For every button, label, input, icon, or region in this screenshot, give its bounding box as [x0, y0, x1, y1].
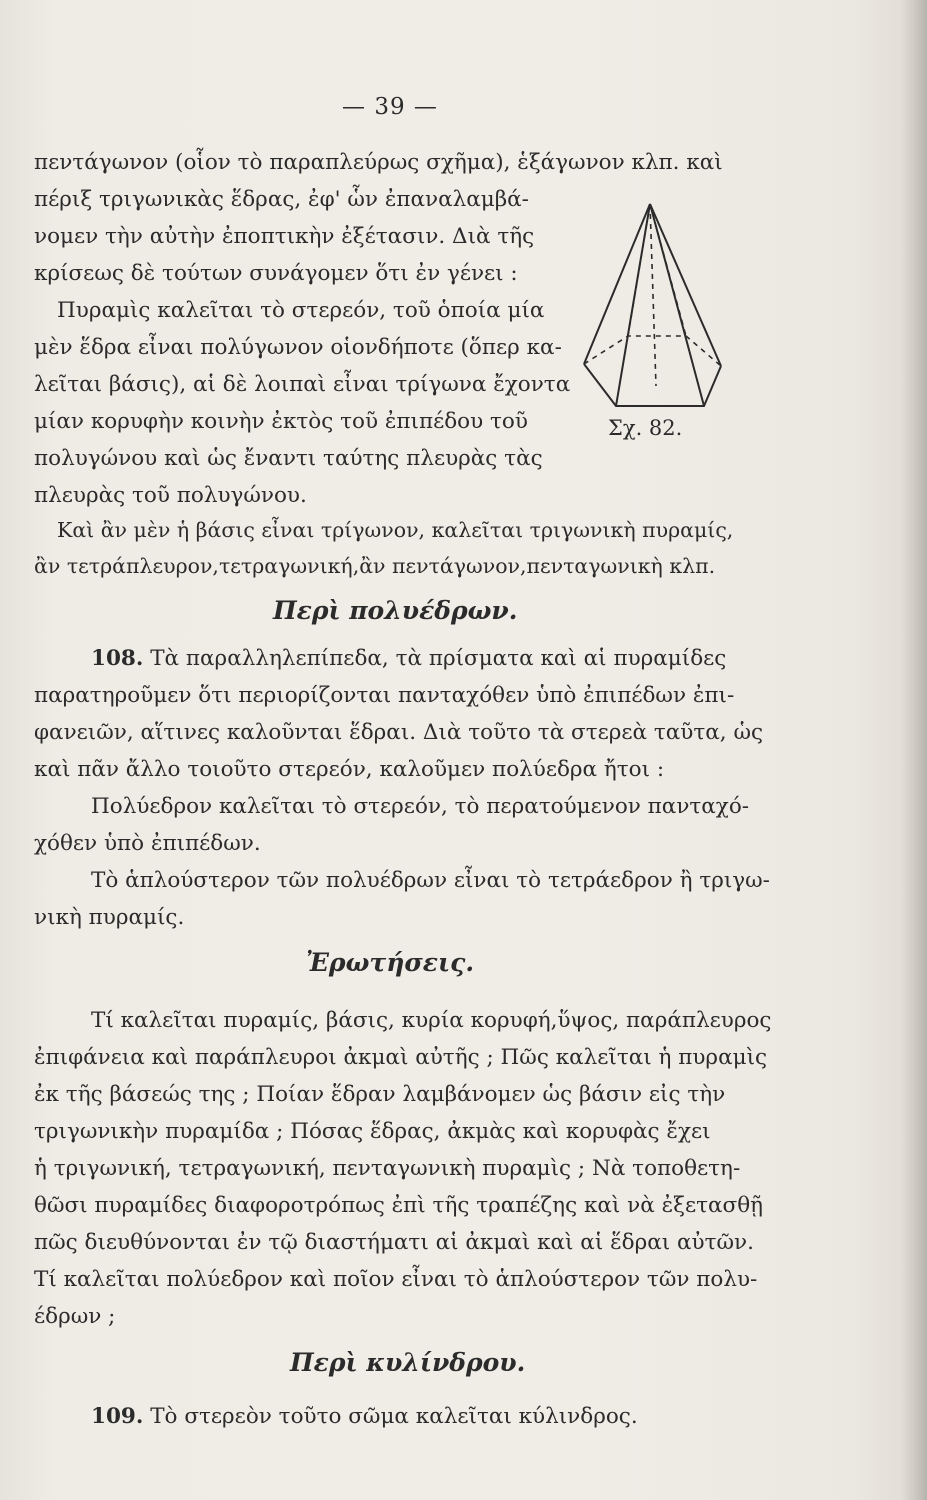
- section-heading-cylinder: Περὶ κυλίνδρου.: [290, 1348, 526, 1377]
- intro-line: πλευρὰς τοῦ πολυγώνου.: [34, 483, 307, 508]
- intro-line: μίαν κορυφὴν κοινὴν ἐκτὸς τοῦ ἐπιπέδου τοῦ: [34, 409, 528, 434]
- questions-line: Τί καλεῖται πολύεδρον καὶ ποῖον εἶναι τὸ ἁπλούστερον τῶν πολυ-: [34, 1267, 758, 1292]
- questions-line: τριγωνικὴν πυραμίδα ; Πόσας ἕδρας, ἀκμὰς καὶ κορυφὰς ἔχει: [34, 1119, 711, 1144]
- section-heading-questions: Ἐρωτήσεις.: [306, 948, 475, 977]
- section-108-line: παρατηροῦμεν ὅτι περιορίζονται πανταχόθεν ὑπὸ ἐπιπέδων ἐπι-: [34, 683, 735, 708]
- section-108-line: νικὴ πυραμίς.: [34, 905, 185, 930]
- intro-line: πέριξ τριγωνικὰς ἕδρας, ἐφ' ὧν ἐπαναλαμβά-: [34, 187, 529, 212]
- intro-line: Καὶ ἂν μὲν ἡ βάσις εἶναι τρίγωνον, καλεῖται τριγωνικὴ πυραμίς,: [57, 518, 734, 542]
- intro-line: πεντάγωνον (οἷον τὸ παραπλεύρως σχῆμα), ἑξάγωνον κλπ. καὶ: [34, 150, 723, 175]
- intro-line: λεῖται βάσις), αἱ δὲ λοιπαὶ εἶναι τρίγωνα ἔχοντα: [34, 372, 571, 397]
- section-text: Τὰ παραλληλεπίπεδα, τὰ πρίσματα καὶ αἱ πυραμίδες: [150, 646, 727, 671]
- intro-line: νομεν τὴν αὐτὴν ἐποπτικὴν ἐξέτασιν. Διὰ τῆς: [34, 224, 535, 249]
- section-number: 108.: [91, 646, 144, 671]
- section-108-line: καὶ πᾶν ἄλλο τοιοῦτο στερεόν, καλοῦμεν πολύεδρα ἤτοι :: [34, 757, 665, 782]
- page-edge-shadow: [901, 0, 927, 1500]
- questions-line: πῶς διευθύνονται ἐν τῷ διαστήματι αἱ ἀκμαὶ καὶ αἱ ἕδραι αὐτῶν.: [34, 1230, 754, 1255]
- questions-line: Τί καλεῖται πυραμίς, βάσις, κυρία κορυφή,ὕψος, παράπλευρος: [91, 1008, 772, 1033]
- section-108-line: Τὸ ἁπλούστερον τῶν πολυέδρων εἶναι τὸ τετράεδρον ἢ τριγω-: [91, 868, 770, 893]
- section-heading-polyhedra: Περὶ πολυέδρων.: [273, 596, 518, 625]
- questions-line: ἐπιφάνεια καὶ παράπλευροι ἀκμαὶ αὐτῆς ; Πῶς καλεῖται ἡ πυραμὶς: [34, 1045, 768, 1070]
- section-108-line: χόθεν ὑπὸ ἐπιπέδων.: [34, 831, 261, 856]
- section-108-line: Πολύεδρον καλεῖται τὸ στερεόν, τὸ περατούμενον πανταχό-: [91, 794, 750, 819]
- section-108-line: φανειῶν, αἵτινες καλοῦνται ἕδραι. Διὰ τοῦτο τὰ στερεὰ ταῦτα, ὡς: [34, 720, 764, 745]
- questions-line: ἐκ τῆς βάσεώς της ; Ποίαν ἕδραν λαμβάνομεν ὡς βάσιν εἰς τὴν: [34, 1082, 726, 1107]
- intro-line: ἂν τετράπλευρον,τετραγωνική,ἂν πεντάγωνον,πενταγωνικὴ κλπ.: [34, 554, 716, 578]
- intro-line: πολυγώνου καὶ ὡς ἔναντι ταύτης πλευρὰς τὰς: [34, 446, 543, 471]
- page-number: — 39 —: [342, 94, 438, 120]
- intro-line: Πυραμὶς καλεῖται τὸ στερεόν, τοῦ ὁποία μία: [57, 298, 545, 323]
- pyramid-figure: [576, 196, 726, 416]
- section-109-line: [91, 1406, 638, 1428]
- intro-line: κρίσεως δὲ τούτων συνάγομεν ὅτι ἐν γένει :: [34, 261, 518, 286]
- section-number: 109.: [91, 1404, 144, 1429]
- questions-line: θῶσι πυραμίδες διαφοροτρόπως ἐπὶ τῆς τραπέζης καὶ νὰ ἐξετασθῇ: [34, 1193, 764, 1218]
- figure-caption: Σχ. 82.: [608, 416, 683, 440]
- intro-line: μὲν ἕδρα εἶναι πολύγωνον οἱονδήποτε (ὅπερ κα-: [34, 335, 562, 360]
- questions-line: ἡ τριγωνική, τετραγωνική, πενταγωνικὴ πυραμὶς ; Νὰ τοποθετη-: [34, 1156, 741, 1181]
- section-text: Τὸ στερεὸν τοῦτο σῶμα καλεῖται κύλινδρος.: [150, 1404, 638, 1429]
- section-108-first-line: [91, 648, 726, 670]
- questions-line: έδρων ;: [34, 1304, 116, 1329]
